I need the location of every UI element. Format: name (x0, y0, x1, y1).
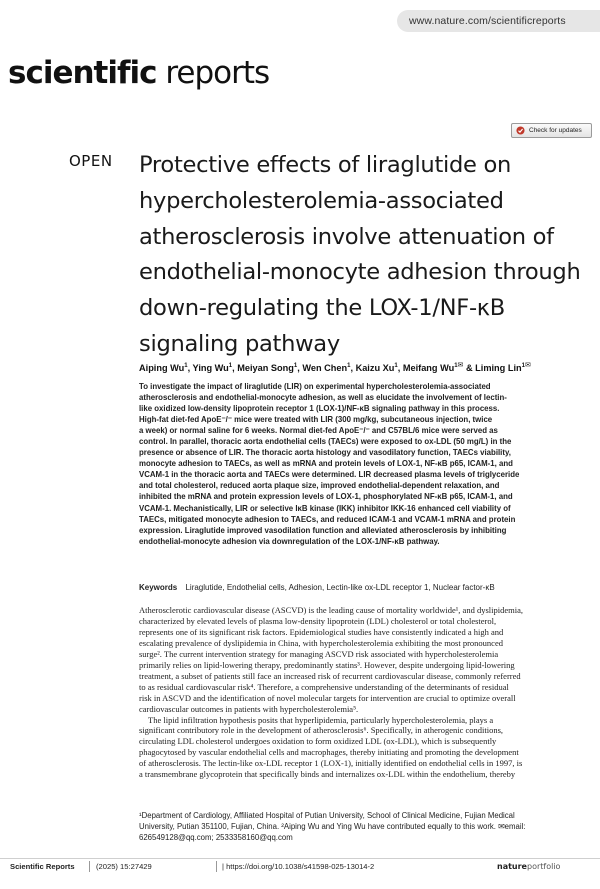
abstract-line: VCAM-1. Mechanistically, LIR or selective IκB kinase (IKK) inhibitor IKK-16 enhanced cell viability of (139, 503, 511, 513)
footer-doi-link[interactable]: | https://doi.org/10.1038/s41598-025-13014-2 (222, 862, 375, 871)
journal-logo-scientific: scientific (8, 55, 157, 91)
footer-citation: (2025) 15:27429 (96, 862, 152, 871)
keywords-list: Liraglutide, Endothelial cells, Adhesion, Lectin-like ox-LDL receptor 1, Nuclear factor-κB (185, 583, 495, 592)
author-affiliation-mark: 1 (184, 363, 188, 369)
author-list (139, 361, 599, 373)
author-affiliation-mark: 1 (293, 363, 298, 369)
author-name[interactable]: Kaizu Xu (355, 363, 395, 374)
abstract-line: a week) or normal saline for 6 weeks. Normal diet-fed ApoE⁻/⁻ and C57BL/6 mice were served as (139, 426, 498, 436)
footer-journal: Scientific Reports (10, 862, 75, 871)
footer-divider (0, 858, 600, 859)
affiliations (139, 810, 597, 843)
abstract-line: TAECs, mitigated monocyte adhesion to TAECs, and reduced ICAM-1 and VCAM-1 mRNA and protein (139, 514, 516, 524)
abstract-line: and total cholesterol, reduced aorta plaque size, improved endothelial-dependent relaxation, and (139, 481, 500, 491)
abstract-line: expression. Liraglutide improved vasodilation function and alleviated atherosclerosis by inhibiting (139, 525, 507, 535)
body-line: The lipid infiltration hypothesis posits that hyperlipidemia, particularly hypercholesterolemia, plays a (148, 714, 494, 725)
abstract-line: atherosclerosis and endothelial-monocyte adhesion, as well as elucidate the involvement of lectin- (139, 393, 507, 403)
author-separator: , (397, 363, 403, 374)
open-access-label: OPEN (69, 152, 113, 170)
abstract-line: monocyte adhesion to TAECs, as well as mRNA and protein levels of LOX-1, NF-κB p65, ICAM-1, and (139, 459, 513, 469)
abstract-line: like oxidized low-density lipoprotein receptor 1 (LOX-1)/NF-κB signaling pathway in this process. (139, 404, 500, 414)
crossmark-icon (516, 126, 525, 135)
abstract (139, 381, 597, 547)
keywords-heading: Keywords (139, 583, 178, 592)
abstract-line: endothelial-monocyte adhesion via downregulation of the LOX-1/NF-κB pathway. (139, 536, 440, 546)
author-affiliation-mark: 1 (228, 363, 233, 369)
body-line: to as residual cardiovascular risk⁴. Therefore, a comprehensive understanding of the determinants of residual (139, 681, 509, 692)
envelope-icon[interactable]: ✉ (457, 362, 464, 369)
publisher-logo-nature: nature (497, 862, 527, 871)
body-line: Atherosclerotic cardiovascular disease (ASCVD) is the leading cause of mortality worldwide¹, and dyslipidemia, (139, 605, 523, 615)
author-separator: , (297, 363, 303, 374)
publisher-logo-portfolio: portfolio (526, 862, 561, 871)
body-line: cardiovascular outcomes in patients with hypercholesterolemia⁵. (139, 703, 359, 714)
body-line: treatment, a subset of patients still face an increased risk of recurrent cardiovascular disease, commonly referred (139, 670, 521, 681)
author-name[interactable]: Ying Wu (192, 363, 229, 374)
body-line: of atherosclerosis. The lectin-like ox-LDL receptor 1 (LOX-1), initially identified on endothelial cells in 1997, is (139, 758, 523, 769)
journal-url-tab[interactable] (397, 10, 600, 32)
affiliation-line: University, Putian 351100, Fujian, China. ²Aiping Wu and Ying Wu have contributed equally to this work. ✉email: (139, 822, 526, 831)
affiliation-line: 626549128@qq.com; 2533358160@qq.com (139, 833, 293, 842)
body-line: surge². The current intervention strategy for managing ASCVD risk associated with hypercholesterolemia (139, 648, 499, 659)
author-separator: , (187, 363, 193, 374)
author-affiliation-mark: 1 (394, 363, 398, 369)
author-affiliation-mark: 1 (454, 363, 458, 369)
journal-logo (8, 55, 269, 91)
journal-logo-reports: reports (165, 55, 270, 91)
body-line: significant contributory role in the development of atherosclerosis⁶. Specifically, in atherogenic conditions, (139, 725, 504, 736)
author-affiliation-mark: 1 (347, 363, 351, 369)
author-affiliation-mark: 1 (521, 363, 525, 369)
check-for-updates-button[interactable] (511, 123, 592, 138)
abstract-line: control. In parallel, thoracic aorta endothelial cells (TAECs) were exposed to ox-LDL (50 mg/L) in the (139, 437, 512, 447)
abstract-line: High-fat diet-fed ApoE⁻/⁻ mice were treated with LIR (300 mg/kg, subcutaneous injection, twice (139, 415, 493, 425)
author-name[interactable]: Meiyan Song (237, 363, 294, 374)
abstract-line: presence or absence of LIR. The thoracic aorta histology and vasodilatory function, TAECs viability, (139, 448, 511, 458)
check-for-updates-label: Check for updates (529, 127, 582, 134)
body-line: circulating LDL cholesterol undergoes oxidation to form oxidized LDL (ox-LDL), which is subsequently (139, 736, 497, 747)
body-line: primarily relies on lipid-lowering therapy, predominantly statins³. However, despite undergoing lipid-lowering (139, 659, 515, 670)
affiliation-line: ¹Department of Cardiology, Affiliated Hospital of Putian University, School of Clinical Medicine, Fujian Medical (139, 811, 515, 820)
abstract-line: VCAM-1 in the thoracic aorta and TAECs were determined. LIR decreased plasma levels of triglyceride (139, 470, 520, 480)
abstract-line: To investigate the impact of liraglutide (LIR) on experimental hypercholesterolemia-associated (139, 382, 491, 391)
footer-separator (89, 861, 90, 872)
journal-url[interactable]: www.nature.com/scientificreports (409, 15, 566, 27)
abstract-line: inhibited the mRNA and protein expression levels of LOX-1, phosphorylated NF-κB p65, ICAM-1, and (139, 492, 513, 502)
publisher-logo (497, 862, 560, 871)
body-line: characterized by elevated levels of plasma low-density lipoprotein (LDL) cholesterol or total cholesterol, (139, 615, 497, 626)
body-text (139, 605, 597, 780)
author-name[interactable]: Liming Lin (475, 363, 522, 374)
author-name[interactable]: Wen Chen (302, 363, 348, 374)
author-name[interactable]: Aiping Wu (139, 363, 185, 374)
footer-separator (216, 861, 217, 872)
article-title: Protective effects of liraglutide on hypercholesterolemia-associated atherosclerosis involve attenuation of endothelial-monocyte adhesion through down-regulating the LOX-1/NF-κB signaling pathway (139, 152, 581, 357)
keywords (139, 583, 597, 592)
body-line: escalating prevalence of dyslipidemia in China, with hypercholesterolemia exhibiting the most pronounced (139, 637, 503, 648)
body-line: risk in ASCVD and the identification of novel molecular targets for intervention are crucial to optimize overall (139, 692, 516, 703)
envelope-icon[interactable]: ✉ (524, 362, 531, 369)
body-line: phagocytosed by vascular endothelial cells and macrophages, thereby initiating and promoting the development (139, 747, 519, 758)
author-separator: , (232, 363, 238, 374)
body-line: represents one of its significant risk factors. Epidemiological studies have consistently indicated a high and (139, 626, 504, 637)
author-separator: & (463, 363, 476, 374)
author-separator: , (350, 363, 356, 374)
author-name[interactable]: Meifang Wu (402, 363, 455, 374)
body-line: a transmembrane glycoprotein that specifically binds and internalizes ox-LDL within the endothelium, thereby (139, 769, 516, 780)
